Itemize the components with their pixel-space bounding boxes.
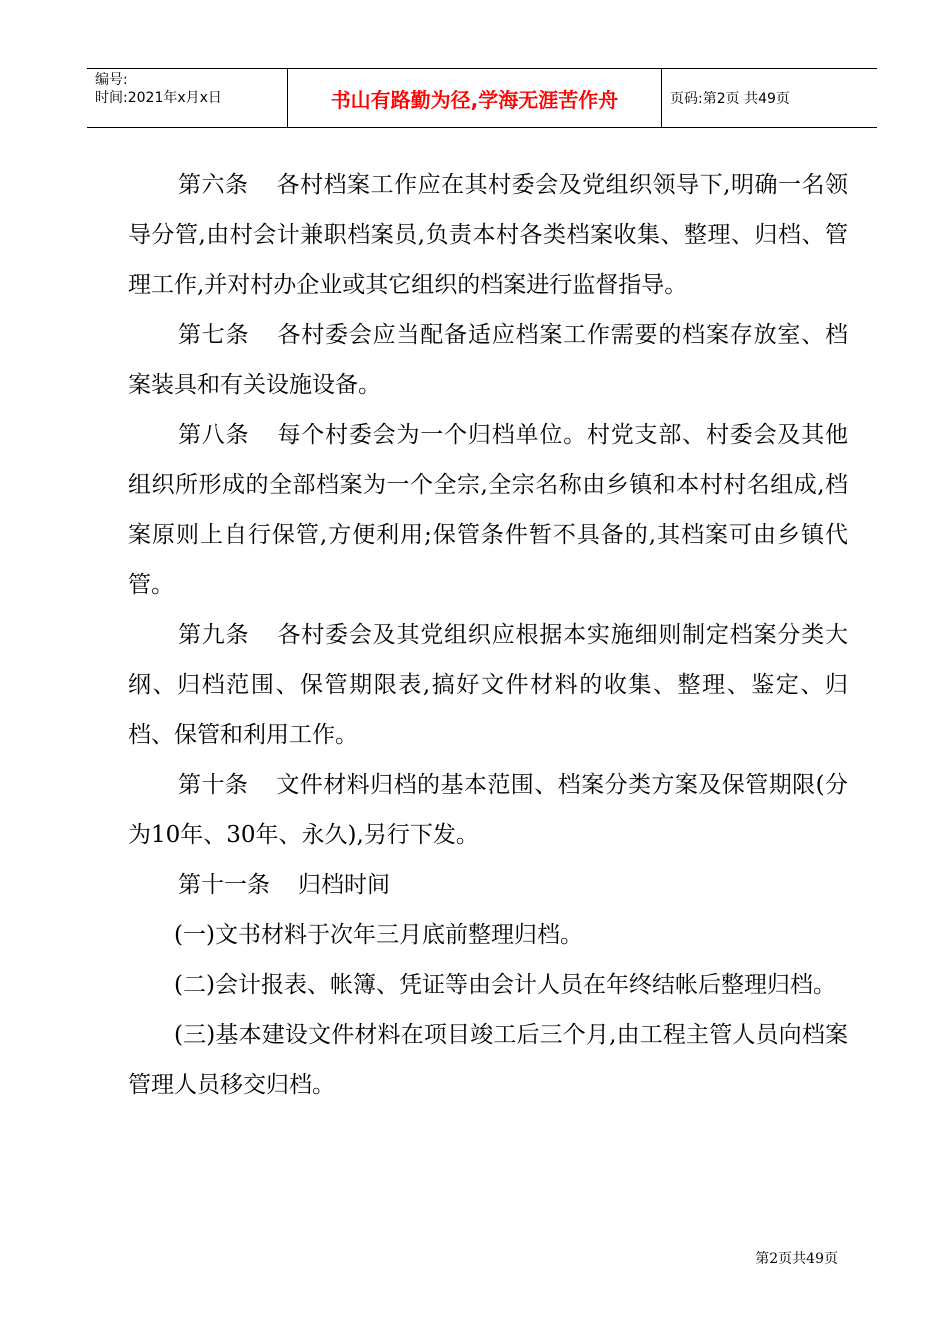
document-number-label: 编号: bbox=[95, 72, 128, 88]
article-title: 第十一条 bbox=[178, 872, 270, 898]
document-time-label: 时间:2021年x月x日 bbox=[95, 90, 222, 106]
article-title: 第六条 bbox=[178, 172, 249, 198]
article-title: 第九条 bbox=[178, 622, 250, 648]
header-motto: 书山有路勤为径,学海无涯苦作舟 bbox=[288, 69, 662, 127]
article-title: 第七条 bbox=[178, 322, 250, 348]
article-text: 各村委会及其党组织应根据本实施细则制定档案分类大纲、归档范围、保管期限表,搞好文件材料的收集、整理、鉴定、归档、保管和利用工作。 bbox=[128, 622, 849, 748]
article-text: 每个村委会为一个归档单位。村党支部、村委会及其他组织所形成的全部档案为一个全宗,全宗名称由乡镇和本村村名组成,档案原则上自行保管,方便利用;保管条件暂不具备的,其档案可由乡镇代管。 bbox=[128, 422, 849, 598]
document-body bbox=[128, 160, 848, 1110]
article-9 bbox=[128, 610, 848, 760]
article-7 bbox=[128, 310, 848, 410]
header-meta bbox=[87, 69, 288, 127]
list-item: (一)文书材料于次年三月底前整理归档。 bbox=[174, 922, 583, 948]
page-footer-number: 第2页共49页 bbox=[755, 1251, 838, 1267]
article-text: 归档时间 bbox=[298, 872, 390, 898]
article-title: 第十条 bbox=[178, 772, 249, 798]
article-11 bbox=[128, 860, 848, 910]
list-item: (三)基本建设文件材料在项目竣工后三个月,由工程主管人员向档案管理人员移交归档。 bbox=[128, 1022, 848, 1098]
article-8 bbox=[128, 410, 848, 610]
list-item: (二)会计报表、帐簿、凭证等由会计人员在年终结帐后整理归档。 bbox=[174, 972, 836, 998]
article-6 bbox=[128, 160, 848, 310]
article-text: 文件材料归档的基本范围、档案分类方案及保管期限(分为10年、30年、永久),另行下发。 bbox=[128, 772, 848, 848]
article-text: 各村委会应当配备适应档案工作需要的档案存放室、档案装具和有关设施设备。 bbox=[128, 322, 849, 398]
article-title: 第八条 bbox=[178, 422, 250, 448]
page-header bbox=[87, 68, 877, 128]
article-10 bbox=[128, 760, 848, 860]
article-text: 各村档案工作应在其村委会及党组织领导下,明确一名领导分管,由村会计兼职档案员,负责本村各类档案收集、整理、归档、管理工作,并对村办企业或其它组织的档案进行监督指导。 bbox=[128, 172, 849, 298]
header-page-code: 页码:第2页 共49页 bbox=[670, 91, 790, 107]
